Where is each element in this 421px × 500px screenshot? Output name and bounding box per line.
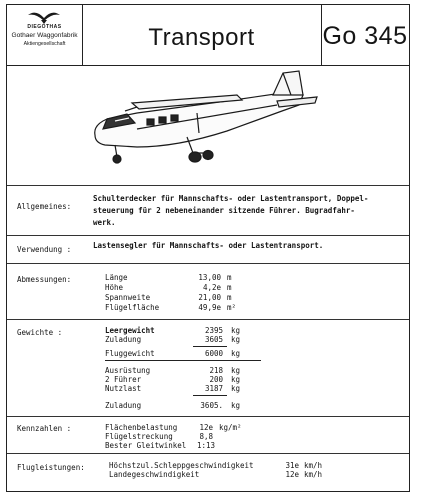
company-logo-box: [7, 5, 83, 65]
gewichte-value: 3605: [204, 335, 223, 344]
title-box: [82, 5, 322, 65]
section-label-abmessungen: Abmessungen:: [17, 275, 72, 284]
gewichte-value: 3187: [204, 384, 223, 393]
header: [7, 5, 409, 66]
gewichte-name: Zuladung: [105, 335, 142, 344]
abmessungen-value: 49,9e: [198, 303, 221, 312]
abmessungen-value: 21,00: [198, 293, 221, 302]
kennzahlen-value: 1:13: [196, 441, 215, 450]
abmessungen-value: 4,2e: [202, 283, 221, 292]
allgemeines-line-2: steuerung für 2 nebeneinander sitzende Führer. Bugradfahr-: [93, 206, 355, 215]
brand-mark: DIEGOTHAS: [27, 24, 62, 30]
gewichte-name: 2 Führer: [105, 375, 142, 384]
flugleistungen-name: Landegeschwindigkeit: [109, 470, 200, 479]
sum-line: [193, 395, 227, 396]
gewichte-unit: kg: [231, 326, 241, 335]
sum-line: [105, 360, 261, 361]
divider: [7, 263, 409, 264]
flugleistungen-value: 31e: [285, 461, 299, 470]
flugleistungen-value: 12e: [285, 470, 299, 479]
section-label-allgemeines: Allgemeines:: [17, 202, 72, 211]
abmessungen-unit: m²: [227, 303, 237, 312]
abmessungen-unit: m: [227, 283, 232, 292]
kennzahlen-name: Bester Gleitwinkel: [105, 441, 187, 450]
type-box: [321, 5, 409, 65]
gewichte-unit: kg: [231, 384, 241, 393]
aircraft-type: Go 345: [322, 22, 408, 50]
flugleistungen-name: Höchstzul.Schleppgeschwindigkeit: [109, 461, 254, 470]
flugleistungen-unit: km/h: [304, 470, 323, 479]
kennzahlen-name: Flügelstreckung: [105, 432, 173, 441]
abmessungen-value: 13,00: [198, 273, 221, 282]
divider: [7, 235, 409, 236]
divider: [7, 319, 409, 320]
aircraft-drawing: [77, 67, 327, 177]
allgemeines-line-3: werk.: [93, 218, 116, 227]
gewichte-unit: kg: [231, 401, 241, 410]
kennzahlen-name: Flächenbelastung: [105, 423, 178, 432]
kennzahlen-value: 12e: [199, 423, 213, 432]
abmessungen-unit: m: [227, 293, 232, 302]
divider: [7, 185, 409, 186]
flugleistungen-unit: km/h: [304, 461, 323, 470]
gewichte-unit: kg: [231, 366, 241, 375]
gewichte-unit: kg: [231, 335, 241, 344]
data-sheet: [6, 4, 410, 492]
abmessungen-name: Flügelfläche: [105, 303, 160, 312]
divider: [7, 416, 409, 417]
abmessungen-name: Länge: [105, 273, 128, 282]
gewichte-value: 6000: [204, 349, 223, 358]
gewichte-value: 218: [209, 366, 223, 375]
kennzahlen-unit: kg/m²: [219, 423, 242, 432]
gewichte-unit: kg: [231, 375, 241, 384]
section-label-verwendung: Verwendung :: [17, 245, 72, 254]
gewichte-unit: kg: [231, 349, 241, 358]
section-label-kennzahlen: Kennzahlen :: [17, 424, 72, 433]
abmessungen-unit: m: [227, 273, 232, 282]
bird-logo-icon: [27, 9, 61, 25]
kennzahlen-value: 8,8: [199, 432, 213, 441]
allgemeines-line-1: Schulterdecker für Mannschafts- oder Lastentransport, Doppel-: [93, 194, 369, 203]
gewichte-value: 200: [209, 375, 223, 384]
section-label-gewichte: Gewichte :: [17, 328, 63, 337]
brand-subtitle: Aktiengesellschaft: [23, 41, 66, 47]
brand-name: Gothaer Waggonfabrik: [11, 32, 78, 39]
gewichte-value: 2395: [204, 326, 223, 335]
section-label-flugleistungen: Flugleistungen:: [17, 463, 85, 472]
divider: [7, 453, 409, 454]
page-title: Transport: [148, 24, 255, 51]
gewichte-name: Fluggewicht: [105, 349, 155, 358]
sum-line: [193, 346, 227, 347]
gewichte-name: Nutzlast: [105, 384, 142, 393]
verwendung-text: Lastensegler für Mannschafts- oder Lastentransport.: [93, 241, 324, 250]
gewichte-value: 3605.: [200, 401, 223, 410]
abmessungen-name: Spannweite: [105, 293, 151, 302]
gewichte-name: Leergewicht: [105, 326, 155, 335]
gewichte-name: Ausrüstung: [105, 366, 151, 375]
gewichte-name: Zuladung: [105, 401, 142, 410]
abmessungen-name: Höhe: [105, 283, 124, 292]
